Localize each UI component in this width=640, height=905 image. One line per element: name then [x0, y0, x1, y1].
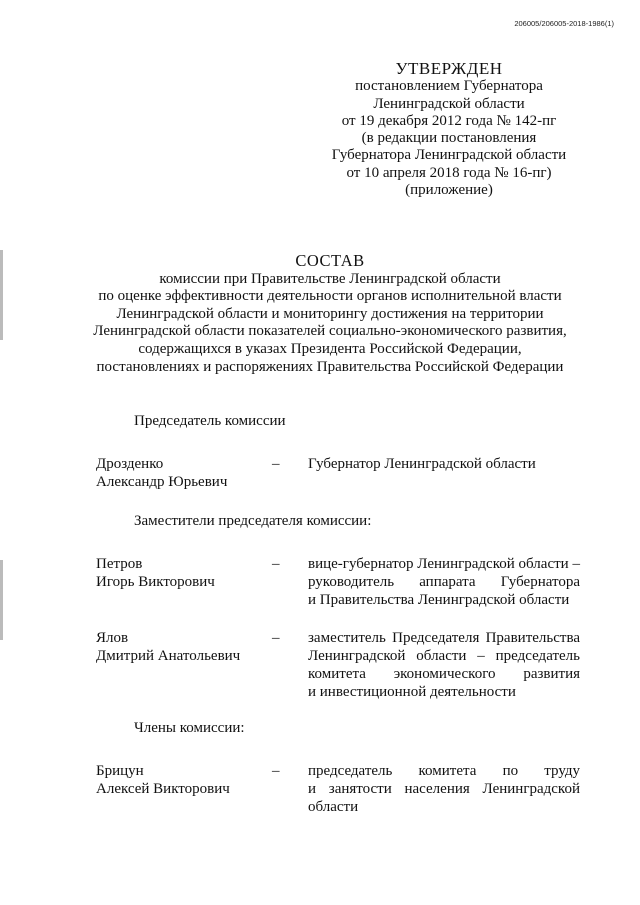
- composition-line: по оценке эффективности деятельности органов исполнительной власти: [98, 288, 562, 305]
- member-role-line: области: [308, 799, 359, 815]
- approval-block: [318, 60, 580, 199]
- member-dash: –: [272, 556, 280, 572]
- member-surname: Петров: [96, 556, 143, 572]
- document-id: 206005/206005-2018-1986(1): [514, 19, 614, 28]
- member-role-line: комитета экономического развития: [308, 666, 580, 682]
- member-surname: Дрозденко: [96, 456, 164, 472]
- approval-line: Ленинградской области: [373, 95, 525, 112]
- approval-line: от 19 декабря 2012 года № 142-пг: [341, 112, 557, 129]
- member-given-name: Алексей Викторович: [96, 781, 230, 797]
- member-role-line: и Правительства Ленинградской области: [308, 592, 570, 608]
- composition-line: постановлениях и распоряжениях Правительства Российской Федерации: [96, 358, 564, 375]
- composition-line: содержащихся в указах Президента Российской Федерации,: [138, 340, 522, 357]
- member-role: [308, 762, 580, 816]
- member-given-name: Игорь Викторович: [96, 574, 215, 590]
- approval-line: постановлением Губернатора: [355, 78, 543, 95]
- member-entry: [96, 555, 584, 611]
- member-given-name: Дмитрий Анатольевич: [96, 648, 241, 664]
- composition-block: [80, 252, 580, 376]
- scan-edge-mark: [0, 250, 3, 340]
- member-role-line: Губернатор Ленинградской области: [308, 456, 536, 472]
- scan-edge-mark: [0, 560, 3, 640]
- member-name: [96, 455, 276, 491]
- composition-line: Ленинградской области показателей социально-экономического развития,: [93, 323, 567, 340]
- member-entry: [96, 762, 584, 818]
- member-surname: Брицун: [96, 763, 144, 779]
- member-role-line: и инвестиционной деятельности: [308, 684, 516, 700]
- section-members-label: Члены комиссии:: [134, 720, 245, 736]
- member-role: [308, 629, 580, 701]
- section-deputies-label: Заместители председателя комиссии:: [134, 513, 372, 529]
- approval-line: Губернатора Ленинградской области: [331, 147, 567, 164]
- composition-heading: СОСТАВ: [295, 251, 365, 270]
- approval-line: (в редакции постановления: [361, 130, 537, 147]
- section-chair-label: Председатель комиссии: [134, 413, 286, 429]
- member-role-line: Ленинградской области – председатель: [308, 648, 580, 664]
- member-surname: Ялов: [96, 630, 129, 646]
- member-role: [308, 555, 580, 609]
- member-role-line: вице-губернатор Ленинградской области –: [308, 556, 580, 572]
- approval-line: (приложение): [405, 182, 493, 199]
- member-role-line: руководитель аппарата Губернатора: [308, 574, 580, 590]
- composition-line: комиссии при Правительстве Ленинградской области: [159, 270, 501, 287]
- approval-title: УТВЕРЖДЕН: [395, 59, 503, 78]
- composition-line: Ленинградской области и мониторингу достижения на территории: [116, 305, 544, 322]
- member-dash: –: [272, 763, 280, 779]
- member-name: [96, 629, 276, 665]
- member-entry: [96, 629, 584, 703]
- member-role-line: председатель комитета по труду: [308, 763, 580, 779]
- approval-line: от 10 апреля 2018 года № 16-пг): [346, 164, 552, 181]
- member-role-line: заместитель Председателя Правительства: [308, 630, 580, 646]
- member-dash: –: [272, 456, 280, 472]
- member-role: [308, 455, 580, 473]
- member-given-name: Александр Юрьевич: [96, 474, 228, 490]
- member-entry: [96, 455, 584, 495]
- member-name: [96, 555, 276, 591]
- member-role-line: и занятости населения Ленинградской: [308, 781, 580, 797]
- member-name: [96, 762, 276, 798]
- member-dash: –: [272, 630, 280, 646]
